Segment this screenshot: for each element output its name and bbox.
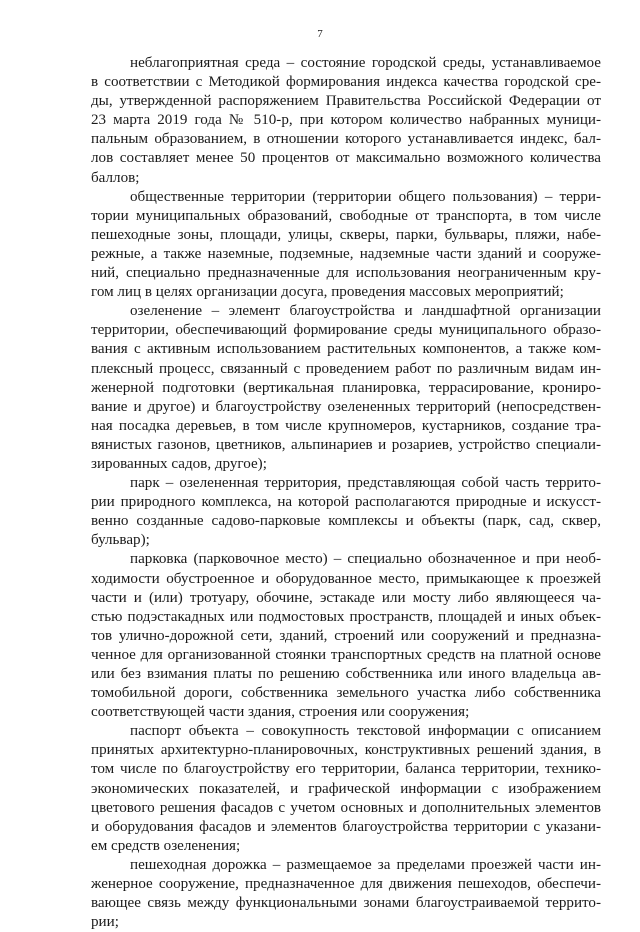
text-line: режные, а также наземные, подземные, надземные части зданий и сооруже- xyxy=(91,245,601,262)
text-line: томобильной дороги, собственника земельного участка либо собственника xyxy=(91,685,601,702)
text-line: стью подэстакадных или подмостовых пространств, площадей и иных объек- xyxy=(91,608,601,625)
text-line: ний, специально предназначенные для использования неограниченным кру- xyxy=(91,265,601,282)
text-line: рии; xyxy=(91,914,119,931)
text-line: пальным образованием, в отношении которого устанавливается индекс, бал- xyxy=(91,131,601,148)
text-line: территории, обеспечивающий формирование среды муниципального образо- xyxy=(91,322,601,339)
paragraph xyxy=(91,722,601,856)
text-line: ем средств озеленения; xyxy=(91,837,241,854)
text-line: зированных садов, другое); xyxy=(91,455,267,472)
text-line: в соответствии с Методикой формирования индекса качества городской сре- xyxy=(91,74,601,91)
paragraph xyxy=(91,550,601,722)
text-line: или без взимания платы по решению собственника или иного владельца ав- xyxy=(91,666,601,682)
text-line: принятых архитектурно-планировочных, конструктивных решений здания, в xyxy=(91,742,601,759)
text-line: плексный процесс, связанный с проведением работ по различным видам ин- xyxy=(91,360,601,377)
text-line: тов улично-дорожной сети, зданий, строений или сооружений и предназна- xyxy=(91,627,601,644)
text-line: том числе по благоустройству его территории, баланса территории, технико- xyxy=(91,761,601,778)
paragraph xyxy=(91,856,601,932)
text-line: цветового решения фасадов с учетом основных и дополнительных элементов xyxy=(91,799,601,816)
text-line: женерной подготовки (вертикальная планировка, террасирование, кронирo- xyxy=(91,379,601,396)
text-line: и оборудования фасадов и элементов благоустройства территории с указани- xyxy=(91,818,601,835)
text-line: вающее связь между функциональными зонами благоустраиваемой террито- xyxy=(91,895,601,912)
text-line: пешеходные зоны, площади, улицы, скверы, парки, бульвары, пляжи, набе- xyxy=(91,226,601,243)
paragraph xyxy=(91,474,601,550)
paragraph xyxy=(91,302,601,474)
text-line: вания с активным использованием растительных компонентов, а также ком- xyxy=(91,341,601,358)
text-line: парковка (парковочное место) – специально обозначенное и при необ- xyxy=(130,551,601,568)
paragraph xyxy=(91,188,601,303)
text-line: паспорт объекта – совокупность текстовой информации с описанием xyxy=(130,723,601,740)
text-line: баллов; xyxy=(91,169,140,186)
text-line: вание и другое) и благоустройству озелененных территорий (непосредствен- xyxy=(91,398,601,415)
text-line: пешеходная дорожка – размещаемое за пределами проезжей части ин- xyxy=(130,856,601,873)
text-line: гом лиц в целях организации досуга, проведения массовых мероприятий; xyxy=(91,284,564,301)
text-line: женерное сооружение, предназначенное для движения пешеходов, обеспечи- xyxy=(91,876,601,893)
text-line: тории муниципальных образований, свободные от транспорта, в том числе xyxy=(91,207,601,224)
document-body xyxy=(91,54,601,932)
text-line: парк – озелененная территория, представляющая собой часть террито- xyxy=(130,475,601,492)
text-line: неблагоприятная среда – состояние городской среды, устанавливаемое xyxy=(130,55,601,71)
text-line: ходимости обустроенное и оборудованное место, примыкающее к проезжей xyxy=(91,570,601,587)
text-line: лов составляет менее 50 процентов от максимально возможного количества xyxy=(91,150,601,167)
text-line: вянистых газонов, цветников, альпинариев и розариев, устройство специали- xyxy=(91,436,601,453)
page-number: 7 xyxy=(317,28,323,40)
text-line: ченное для организованной стоянки транспортных средств на платной основе xyxy=(91,646,601,663)
text-line: соответствующей части здания, строения или сооружения; xyxy=(91,704,470,721)
text-line: ная посадка деревьев, в том числе крупномеров, кустарников, создание тра- xyxy=(91,417,601,434)
text-line: бульвар); xyxy=(91,532,150,549)
text-line: части и (или) тротуару, обочине, эстакаде или мосту либо являющееся ча- xyxy=(91,589,601,606)
paragraph xyxy=(91,54,601,188)
text-line: общественные территории (территории общего пользования) – терри- xyxy=(130,188,601,205)
text-line: рии природного комплекса, на которой располагаются природные и искусст- xyxy=(91,494,601,511)
text-line: 23 марта 2019 года № 510-р, при котором количество набранных муници- xyxy=(91,112,601,129)
text-line: экономических показателей, и графической информации с изображением xyxy=(91,780,601,797)
text-line: венно созданные садово-парковые комплексы и объекты (парк, сад, сквер, xyxy=(91,513,601,530)
text-line: озеленение – элемент благоустройства и ландшафтной организации xyxy=(130,303,601,320)
text-line: ды, утвержденной распоряжением Правительства Российской Федерации от xyxy=(91,93,601,110)
